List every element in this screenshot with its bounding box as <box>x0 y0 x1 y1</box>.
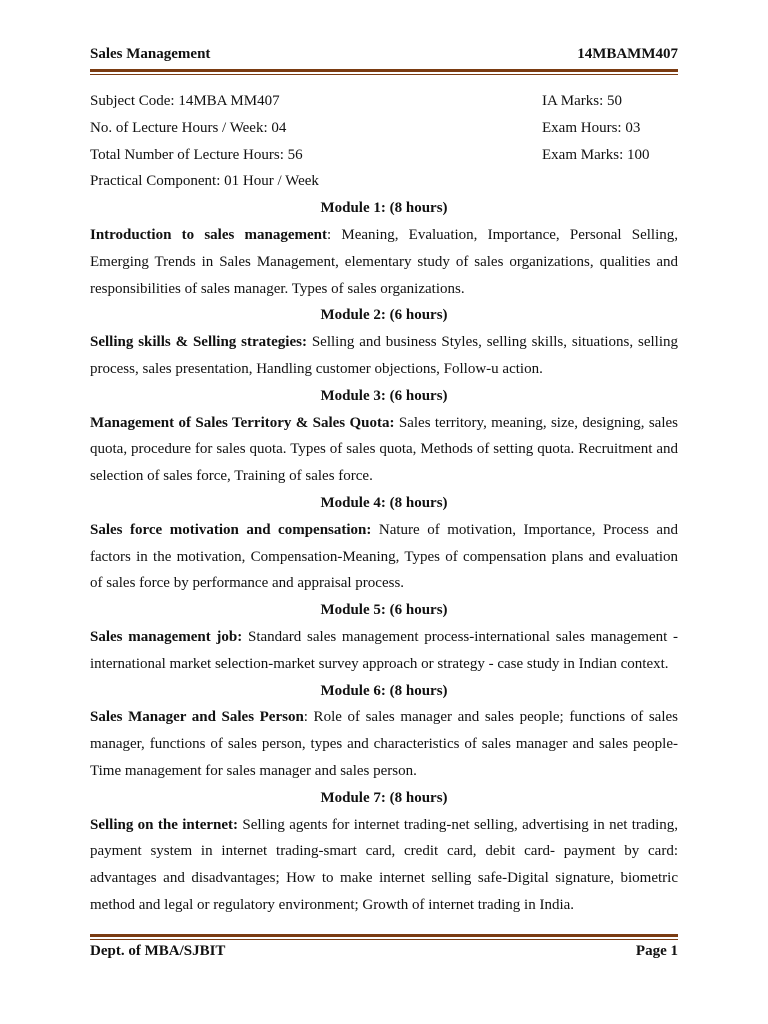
exam-hours: Exam Hours: 03 <box>542 119 641 136</box>
module-4-heading: Module 4: (8 hours) <box>320 494 448 511</box>
module-1-text: : Meaning, Evaluation, Importance, Personal Selling, Emerging Trends in Sales Management, elementary study of sales organizations, qualities and responsibilities of sales manager. Types of sales organizations. <box>90 226 679 297</box>
module-2-body <box>90 329 678 383</box>
subject-code: Subject Code: 14MBA MM407 <box>90 93 280 109</box>
module-7-title: Selling on the internet: <box>90 816 239 833</box>
practical-component: Practical Component: 01 Hour / Week <box>90 173 319 190</box>
header-rule <box>90 69 678 75</box>
module-4-title: Sales force motivation and compensation: <box>90 521 372 538</box>
page-footer <box>90 943 678 960</box>
info-row <box>90 142 678 169</box>
info-row <box>90 168 678 195</box>
header-course-title: Sales Management <box>90 46 211 62</box>
module-7-text: Selling agents for internet trading-net selling, advertising in net trading, payment system in internet trading-smart card, credit card, debit card- payment by card: advantages and disadvantages; How to make internet selling safe-Digital signature, biometric method and legal or regulatory environment; Growth of internet trading in India. <box>90 816 679 913</box>
module-6-title: Sales Manager and Sales Person <box>90 709 304 726</box>
exam-marks: Exam Marks: 100 <box>542 146 650 163</box>
module-3-text: Sales territory, meaning, size, designing, sales quota, procedure for sales quota. Types of sales quota, Methods of setting quota. Recruitment and selection of sales force, Training of sales force. <box>90 414 678 485</box>
page-header <box>90 46 678 63</box>
info-row <box>90 88 678 115</box>
module-5-heading: Module 5: (6 hours) <box>320 602 448 619</box>
lecture-hours-week: No. of Lecture Hours / Week: 04 <box>90 119 287 136</box>
ia-marks: IA Marks: 50 <box>542 93 622 109</box>
module-6-heading: Module 6: (8 hours) <box>320 682 448 699</box>
module-7-body <box>90 812 678 919</box>
footer-rule <box>90 934 678 940</box>
footer-department: Dept. of MBA/SJBIT <box>90 943 226 959</box>
syllabus-content <box>90 88 678 919</box>
module-7-heading: Module 7: (8 hours) <box>320 789 448 806</box>
module-3-heading: Module 3: (6 hours) <box>320 387 448 404</box>
module-3-title: Management of Sales Territory & Sales Quota: <box>90 414 395 431</box>
module-6-body <box>90 704 678 784</box>
module-1-title: Introduction to sales management <box>90 226 328 243</box>
module-5-text: Standard sales management process-international sales management - international market selection-market survey approach or strategy - case study in Indian context. <box>90 628 678 672</box>
header-course-code: 14MBAMM407 <box>577 46 678 62</box>
module-2-text: Selling and business Styles, selling skills, situations, selling process, sales presentation, Handling customer objections, Follow-u action. <box>90 334 678 377</box>
module-5-title: Sales management job: <box>90 628 243 645</box>
page-number: Page 1 <box>635 943 678 959</box>
module-6-text: : Role of sales manager and sales people; functions of sales manager, functions of sales person, types and characteristics of sales manager and sales people- Time management for sales manager and sales person. <box>90 709 678 779</box>
module-1-heading: Module 1: (8 hours) <box>320 200 448 217</box>
module-2-heading: Module 2: (6 hours) <box>320 307 448 324</box>
module-5-body <box>90 624 678 678</box>
module-4-text: Nature of motivation, Importance, Process and factors in the motivation, Compensation-Meaning, Types of compensation plans and evaluation of sales force by performance and appraisal process. <box>90 521 678 592</box>
module-4-body <box>90 517 678 597</box>
module-2-title: Selling skills & Selling strategies: <box>90 334 307 351</box>
module-1-body <box>90 222 678 302</box>
module-3-body <box>90 410 678 490</box>
total-lecture-hours: Total Number of Lecture Hours: 56 <box>90 146 303 163</box>
info-row <box>90 115 678 142</box>
